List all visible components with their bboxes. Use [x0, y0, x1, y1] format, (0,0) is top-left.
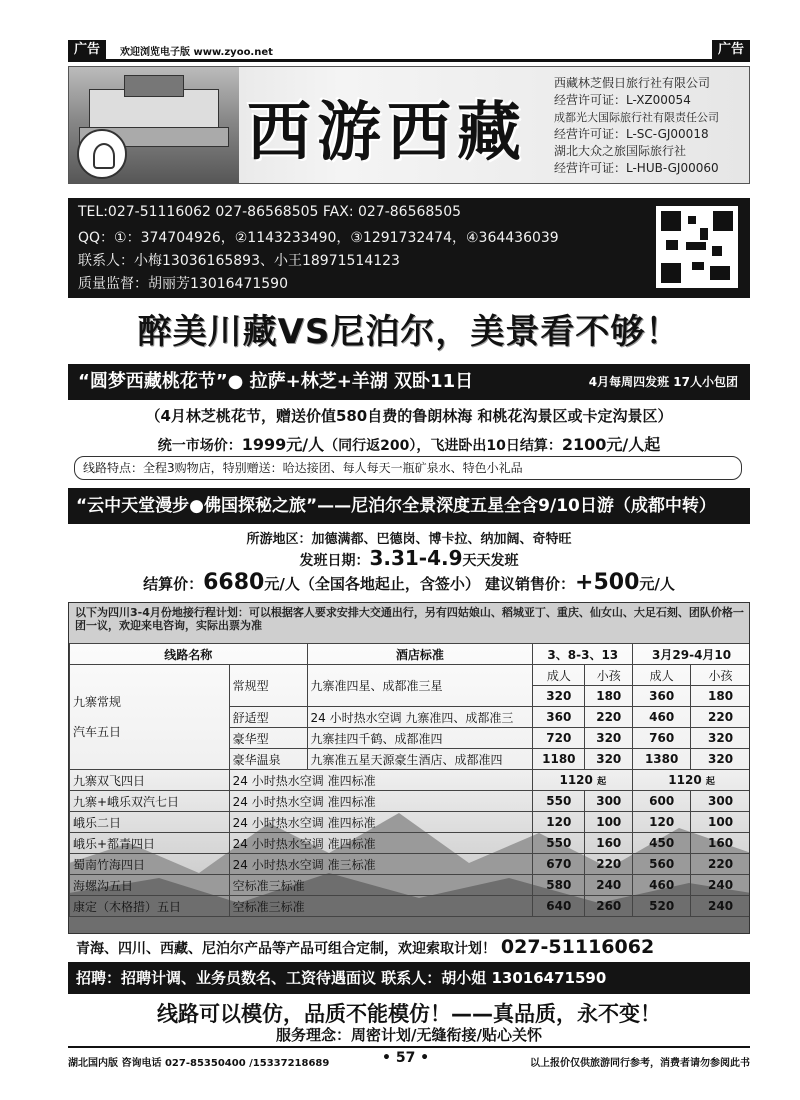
route-name: 峨乐+都青四日 — [70, 833, 230, 854]
combo-phone: 027-51116062 — [500, 936, 655, 958]
qr-code-icon — [656, 206, 738, 288]
tel-fax: TEL:027-51116062 027-86568505 FAX: 027-86568505 — [78, 204, 462, 220]
table-header-row — [70, 644, 751, 665]
price-cell: 670 — [533, 854, 585, 875]
table-row — [70, 896, 751, 917]
rate-table — [69, 643, 750, 917]
banner-title: 西游西藏 — [247, 95, 527, 170]
route-hotel: 24 小时热水空调 准三标准 — [229, 854, 533, 875]
emblem-icon — [77, 129, 127, 179]
tour1-price-value: 1999元/人 — [241, 435, 325, 454]
price-cell: 240 — [585, 875, 633, 896]
price-cell: 320 — [585, 728, 633, 749]
tier-hotel: 九寨准五星天源豪生酒店、成都准四 — [307, 749, 533, 770]
tour2-depart-value: 3.31-4.9 — [369, 546, 463, 570]
tier-type: 豪华温泉 — [229, 749, 307, 770]
price-cell: 460 — [633, 707, 691, 728]
agency-name: 西藏林芝假日旅行社有限公司 — [554, 76, 711, 90]
child-label: 小孩 — [691, 665, 750, 686]
price-cell: 360 — [633, 686, 691, 707]
route-hotel: 24 小时热水空调 准四标准 — [229, 812, 533, 833]
tour2-depart-suffix: 天天发班 — [462, 553, 519, 569]
price-cell: 1380 — [633, 749, 691, 770]
price-cell: 320 — [585, 749, 633, 770]
flight-price: 1120 — [668, 773, 702, 787]
price-cell: 300 — [691, 791, 750, 812]
tour1-gift: （4月林芝桃花节，赠送价值580自费的鲁朗林海 和桃花沟景区或卡定沟景区） — [145, 407, 673, 425]
price-cell: 760 — [633, 728, 691, 749]
child-label: 小孩 — [585, 665, 633, 686]
tour1-price-note: （同行返200），飞进卧出10日结算： — [324, 438, 562, 454]
agency-license: 经营许可证：L-HUB-GJ00060 — [554, 161, 719, 175]
table-row — [70, 875, 751, 896]
price-cell — [533, 770, 633, 791]
tier-hotel: 九寨准四星、成都准三星 — [307, 665, 533, 707]
route-hotel: 空标准三标准 — [229, 875, 533, 896]
price-cell: 550 — [533, 791, 585, 812]
tour1-title: “圆梦西藏桃花节”● 拉萨+林芝+羊湖 双卧11日 — [78, 371, 474, 392]
welcome-text: 欢迎浏览电子版 www.zyoo.net — [120, 47, 273, 58]
price-cell: 240 — [691, 896, 750, 917]
price-cell: 120 — [533, 812, 585, 833]
combo-line — [68, 934, 750, 962]
route-name: 九寨双飞四日 — [70, 770, 230, 791]
route-hotel: 24 小时热水空调 准四标准 — [229, 791, 533, 812]
price-cell: 560 — [633, 854, 691, 875]
flight-price: 1120 — [559, 773, 593, 787]
price-cell: 160 — [585, 833, 633, 854]
adult-label: 成人 — [533, 665, 585, 686]
price-cell: 100 — [691, 812, 750, 833]
table-row — [70, 812, 751, 833]
service-philosophy: 服务理念：周密计划/无缝衔接/贴心关怀 — [276, 1026, 542, 1044]
banner — [68, 66, 750, 184]
price-cell: 300 — [585, 791, 633, 812]
price-cell: 160 — [691, 833, 750, 854]
price-cell: 180 — [585, 686, 633, 707]
price-cell: 220 — [691, 707, 750, 728]
agency-license: 经营许可证：L-SC-GJ00018 — [554, 127, 709, 141]
price-cell: 240 — [691, 875, 750, 896]
tour2-suggest-unit: 元/人 — [639, 575, 675, 593]
table-row — [70, 791, 751, 812]
contact-persons: 联系人：小梅13036165893、小王18971514123 — [78, 253, 400, 269]
tour2-regions: 所游地区：加德满都、巴德岗、博卡拉、纳加阔、奇特旺 — [246, 532, 572, 547]
price-cell: 320 — [691, 728, 750, 749]
col-route: 线路名称 — [70, 644, 308, 665]
price-suffix: 起 — [597, 777, 607, 787]
slogan-main: 线路可以模仿，品质不能模仿！——真品质，永不变！ — [157, 1002, 661, 1026]
route-name: 峨乐二日 — [70, 812, 230, 833]
table-row — [70, 770, 751, 791]
col-period2: 3月29-4月10 — [633, 644, 750, 665]
footer-divider — [68, 1046, 750, 1048]
tour1-price — [68, 432, 750, 455]
headline: 醉美川藏VS尼泊尔，美景看不够！ — [137, 312, 681, 352]
tour1-features: 线路特点：全程3购物店，特别赠送：哈达接团、每人每天一瓶矿泉水、特色小礼品 — [74, 456, 742, 480]
price-cell: 180 — [691, 686, 750, 707]
price-cell: 460 — [633, 875, 691, 896]
col-period1: 3、8-3、13 — [533, 644, 633, 665]
route-hotel: 24 小时热水空调 准四标准 — [229, 770, 533, 791]
route-name: 海螺沟五日 — [70, 875, 230, 896]
price-cell: 120 — [633, 812, 691, 833]
jiuzhai-sub: 汽车五日 — [73, 725, 122, 739]
price-cell: 260 — [585, 896, 633, 917]
header-strip — [68, 40, 750, 62]
ad-label-right: 广告 — [712, 40, 750, 60]
route-name: 蜀南竹海四日 — [70, 854, 230, 875]
price-cell: 360 — [533, 707, 585, 728]
price-suffix: 起 — [705, 777, 715, 787]
price-cell: 320 — [533, 686, 585, 707]
table-row — [70, 854, 751, 875]
qq-numbers: QQ：①：374704926，②1143233490，③1291732474，④364436039 — [78, 230, 559, 246]
price-cell: 640 — [533, 896, 585, 917]
tier-hotel: 24 小时热水空调 九寨准四、成都准三 — [307, 707, 533, 728]
table-row — [70, 665, 751, 686]
tier-type: 舒适型 — [229, 707, 307, 728]
quality-supervision: 质量监督：胡丽芳13016471590 — [78, 276, 288, 292]
price-cell: 220 — [585, 707, 633, 728]
route-hotel: 24 小时热水空调 准四标准 — [229, 833, 533, 854]
price-cell: 220 — [691, 854, 750, 875]
tour1-price-value2: 2100元/人起 — [561, 435, 661, 454]
price-cell: 320 — [691, 749, 750, 770]
tour1-title-bar — [68, 364, 750, 400]
tier-type: 常规型 — [229, 665, 307, 707]
tier-hotel: 九寨挂四千鹤、成都准四 — [307, 728, 533, 749]
jiuzhai-route — [70, 665, 230, 770]
tour2-depart-label: 发班日期： — [299, 553, 370, 569]
price-cell: 600 — [633, 791, 691, 812]
price-cell: 100 — [585, 812, 633, 833]
adult-label: 成人 — [633, 665, 691, 686]
tour2-suggest-value: +500 — [575, 570, 640, 595]
tour2-depart — [68, 546, 750, 570]
agency-license: 经营许可证：L-XZ00054 — [554, 93, 691, 107]
page-number: • 57 • — [382, 1050, 430, 1066]
price-cell: 220 — [585, 854, 633, 875]
table-note: 以下为四川3-4月份地接行程计划：可以根据客人要求安排大交通出行，另有四姑娘山、稻城亚丁、重庆、仙女山、大足石刻、团队价格一团一议，欢迎来电咨询，实际出票为准 — [69, 603, 750, 643]
price-cell: 580 — [533, 875, 585, 896]
recruit-bar: 招聘：招聘计调、业务员数名、工资待遇面议 联系人：胡小姐 13016471590 — [68, 962, 750, 994]
price-cell: 1180 — [533, 749, 585, 770]
tour2-settle-value: 6680 — [203, 570, 265, 595]
rate-table-section — [68, 602, 750, 934]
table-row — [70, 833, 751, 854]
footer-right: 以上报价仅供旅游同行参考，消费者请勿参阅此书 — [530, 1058, 750, 1069]
route-name: 康定（木格措）五日 — [70, 896, 230, 917]
price-cell: 550 — [533, 833, 585, 854]
col-hotel: 酒店标准 — [307, 644, 533, 665]
tour1-price-label: 统一市场价： — [157, 438, 242, 454]
tour2-settle-note: 元/人（全国各地起止，含签小） 建议销售价： — [264, 575, 576, 593]
agency-name: 湖北大众之旅国际旅行社 — [554, 144, 687, 158]
agency-name: 成都光大国际旅行社有限责任公司 — [554, 111, 719, 124]
contact-block — [68, 198, 750, 298]
footer-left: 湖北国内版 咨询电话 027-85350400 /15337218689 — [68, 1058, 330, 1069]
price-cell: 720 — [533, 728, 585, 749]
price-cell: 520 — [633, 896, 691, 917]
jiuzhai-name: 九寨常规 — [73, 695, 122, 709]
tour2-settle-label: 结算价： — [143, 575, 204, 593]
combo-text: 青海、四川、西藏、尼泊尔产品等产品可组合定制，欢迎索取计划！ — [76, 941, 496, 957]
route-name: 九寨+峨乐双汽七日 — [70, 791, 230, 812]
tier-type: 豪华型 — [229, 728, 307, 749]
ad-label-left: 广告 — [68, 40, 106, 60]
price-cell: 450 — [633, 833, 691, 854]
agency-list — [554, 75, 749, 177]
price-cell — [633, 770, 750, 791]
tour2-settle — [68, 570, 750, 595]
tour1-schedule: 4月每周四发班 17人小包团 — [588, 375, 738, 389]
route-hotel: 空标准三标准 — [229, 896, 533, 917]
tour2-title: “云中天堂漫步●佛国探秘之旅”——尼泊尔全景深度五星全含9/10日游（成都中转） — [68, 488, 750, 524]
